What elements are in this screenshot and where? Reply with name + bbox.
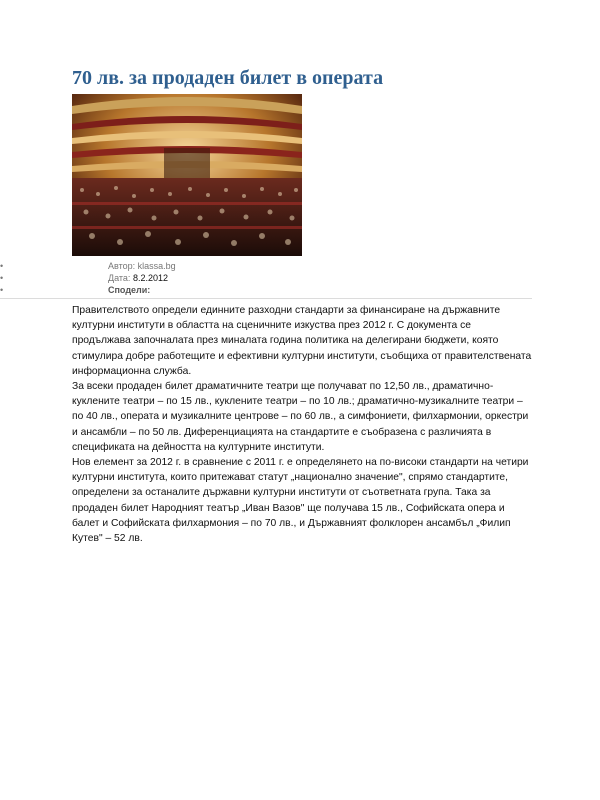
share-label[interactable]: Сподели: [108,285,151,295]
meta-share [0,284,532,296]
author-label: Автор: [108,261,136,271]
paragraph: За всеки продаден билет драматичните театри ще получават по 12,50 лв., драматично-куклените театри – по 15 лв., куклените театри – по 10 лв.; драматично-музикалните театри – по 40 лв., операта и музикалните центрове – по 60 лв., а симфониети, филхармонии, оркестри и ансамбли – по 50 лв. Диференциацията на стандартите е съобразена с различията в спецификата на дейността на културните институти. [72,381,529,453]
paragraph: Нов елемент за 2012 г. в сравнение с 2011 г. е определянето на по-високи стандарти на четири културни института, които притежават статут „национално значение", спрямо стандартите, определени за останалите държавни културни институти от съответната група. Така за продаден билет Народният театър „Иван Вазов" ще получава 15 лв., Софийската опера и балет и Софийската филхармония – по 70 лв., и Държавният фолклорен ансамбъл „Филип Кутев" – 52 лв. [72,457,529,545]
date-value: 8.2.2012 [132,273,168,283]
article-title: 70 лв. за продаден билет в операта [72,67,384,89]
article-body [72,303,532,546]
meta-divider [0,298,532,299]
article-photo [72,94,302,256]
paragraph: Правителството определи единните разходни стандарти за финансиране на държавните културни институти в областта на сценичните изкуства през 2012 г. С документа се продължава започналата през миналата година политика на делегирани бюджети, която стимулира добре работещите и ефективни културни институти, съобщиха от правителствената информационна служба. [72,305,532,377]
meta-date [0,272,532,284]
date-label: Дата: [108,273,131,283]
article-meta [0,260,532,296]
author-value[interactable]: klassa.bg [137,261,176,271]
article [72,66,532,546]
meta-author [0,260,532,272]
